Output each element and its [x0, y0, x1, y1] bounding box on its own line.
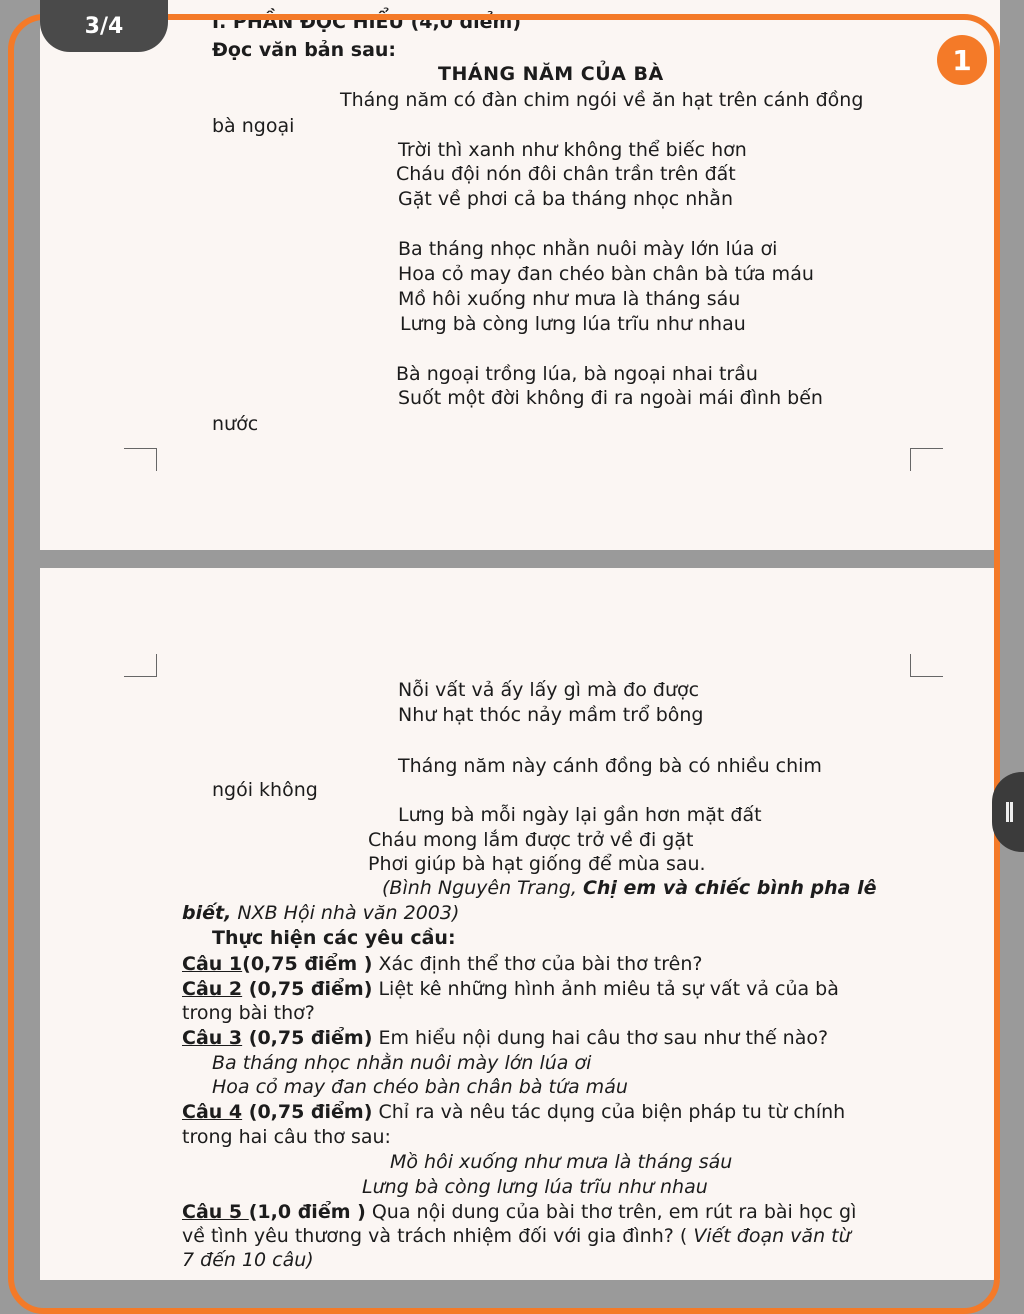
- poem-line: Tháng năm có đàn chim ngói về ăn hạt trên cánh đồng: [340, 89, 864, 111]
- poem-line: Nỗi vất vả ấy lấy gì mà đo được: [398, 679, 700, 701]
- q4-points: (0,75 điểm): [242, 1101, 373, 1123]
- question-2-cont: trong bài thơ?: [182, 1002, 315, 1024]
- q3-label: Câu 3: [182, 1027, 243, 1049]
- poem-line: nước: [212, 413, 259, 435]
- q2-points: (0,75 điểm): [242, 978, 373, 1000]
- poem-title: THÁNG NĂM CỦA BÀ: [438, 63, 664, 85]
- q4-label: Câu 4: [182, 1101, 243, 1123]
- q4-quote: Lưng bà còng lưng lúa trĩu như nhau: [362, 1176, 708, 1198]
- q3-text: Em hiểu nội dung hai câu thơ sau như thế nào?: [372, 1027, 829, 1049]
- requirements-heading: Thực hiện các yêu cầu:: [212, 927, 456, 949]
- poem-line: Cháu mong lắm được trở về đi gặt: [368, 829, 694, 851]
- poem-line: bà ngoại: [212, 115, 295, 137]
- poem-line: Gặt về phơi cả ba tháng nhọc nhằn: [398, 188, 733, 210]
- poem-source-cont: [182, 901, 459, 925]
- crop-mark: [910, 654, 943, 677]
- crop-mark: [124, 654, 157, 677]
- question-4: [182, 1100, 845, 1124]
- q5-text-cont: về tình yêu thương và trách nhiệm đối với gia đình? (: [182, 1225, 694, 1247]
- poem-line: Lưng bà mỗi ngày lại gần hơn mặt đất: [398, 804, 762, 826]
- q2-text: Liệt kê những hình ảnh miêu tả sự vất vả của bà: [372, 978, 839, 1000]
- poem-line: Mồ hôi xuống như mưa là tháng sáu: [398, 288, 741, 310]
- q1-label: Câu 1: [182, 953, 243, 975]
- question-3: [182, 1026, 828, 1050]
- q5-points: (1,0 điểm ): [248, 1201, 366, 1223]
- poem-line: ngói không: [212, 779, 318, 801]
- question-4-cont: trong hai câu thơ sau:: [182, 1126, 391, 1148]
- poem-line: Lưng bà còng lưng lúa trĩu như nhau: [400, 313, 746, 335]
- q5-label: Câu 5: [182, 1201, 249, 1223]
- poem-line: Hoa cỏ may đan chéo bàn chân bà tứa máu: [398, 263, 814, 285]
- q4-quote: Mồ hôi xuống như mưa là tháng sáu: [390, 1151, 733, 1173]
- poem-line: Tháng năm này cánh đồng bà có nhiều chim: [398, 755, 822, 777]
- poem-line: Phơi giúp bà hạt giống để mùa sau.: [368, 853, 706, 875]
- q3-quote: Hoa cỏ may đan chéo bàn chân bà tứa máu: [212, 1076, 628, 1098]
- source-book-title: Chị em và chiếc bình pha lê: [582, 877, 877, 899]
- poem-line: Cháu đội nón đôi chân trần trên đất: [396, 163, 736, 185]
- poem-source: [382, 876, 876, 900]
- page-indicator: 3/4: [40, 0, 168, 52]
- crop-mark: [910, 448, 943, 471]
- poem-line: Bà ngoại trồng lúa, bà ngoại nhai trầu: [396, 363, 758, 385]
- instruction: Đọc văn bản sau:: [212, 39, 397, 61]
- source-author: (Bình Nguyên Trang,: [382, 877, 583, 899]
- q3-quote: Ba tháng nhọc nhằn nuôi mày lớn lúa ơi: [212, 1052, 592, 1074]
- q1-points: (0,75 điểm ): [242, 953, 373, 975]
- grip-icon: [1006, 802, 1013, 822]
- source-publisher: NXB Hội nhà văn 2003): [231, 902, 460, 924]
- poem-line: Suốt một đời không đi ra ngoài mái đình bến: [398, 387, 823, 409]
- q5-text: Qua nội dung của bài thơ trên, em rút ra bài học gì: [365, 1201, 857, 1223]
- q1-text: Xác định thể thơ của bài thơ trên?: [372, 953, 703, 975]
- question-2: [182, 977, 839, 1001]
- q4-text: Chỉ ra và nêu tác dụng của biện pháp tu từ chính: [372, 1101, 846, 1123]
- q3-points: (0,75 điểm): [242, 1027, 373, 1049]
- poem-line: Như hạt thóc nảy mầm trổ bông: [398, 704, 704, 726]
- marker-badge[interactable]: 1: [937, 35, 987, 85]
- q2-label: Câu 2: [182, 978, 243, 1000]
- source-book-title-end: biết,: [182, 902, 232, 924]
- section-heading: I. PHẦN ĐỌC HIỂU (4,0 điểm): [212, 11, 522, 33]
- poem-line: Trời thì xanh như không thể biếc hơn: [398, 139, 747, 161]
- question-5: [182, 1200, 856, 1224]
- poem-line: Ba tháng nhọc nhằn nuôi mày lớn lúa ơi: [398, 238, 778, 260]
- question-1: [182, 952, 702, 976]
- q5-italic: Viết đoạn văn từ: [693, 1225, 851, 1247]
- crop-mark: [124, 448, 157, 471]
- question-5-end: 7 đến 10 câu): [182, 1249, 314, 1271]
- question-5-cont: [182, 1224, 851, 1248]
